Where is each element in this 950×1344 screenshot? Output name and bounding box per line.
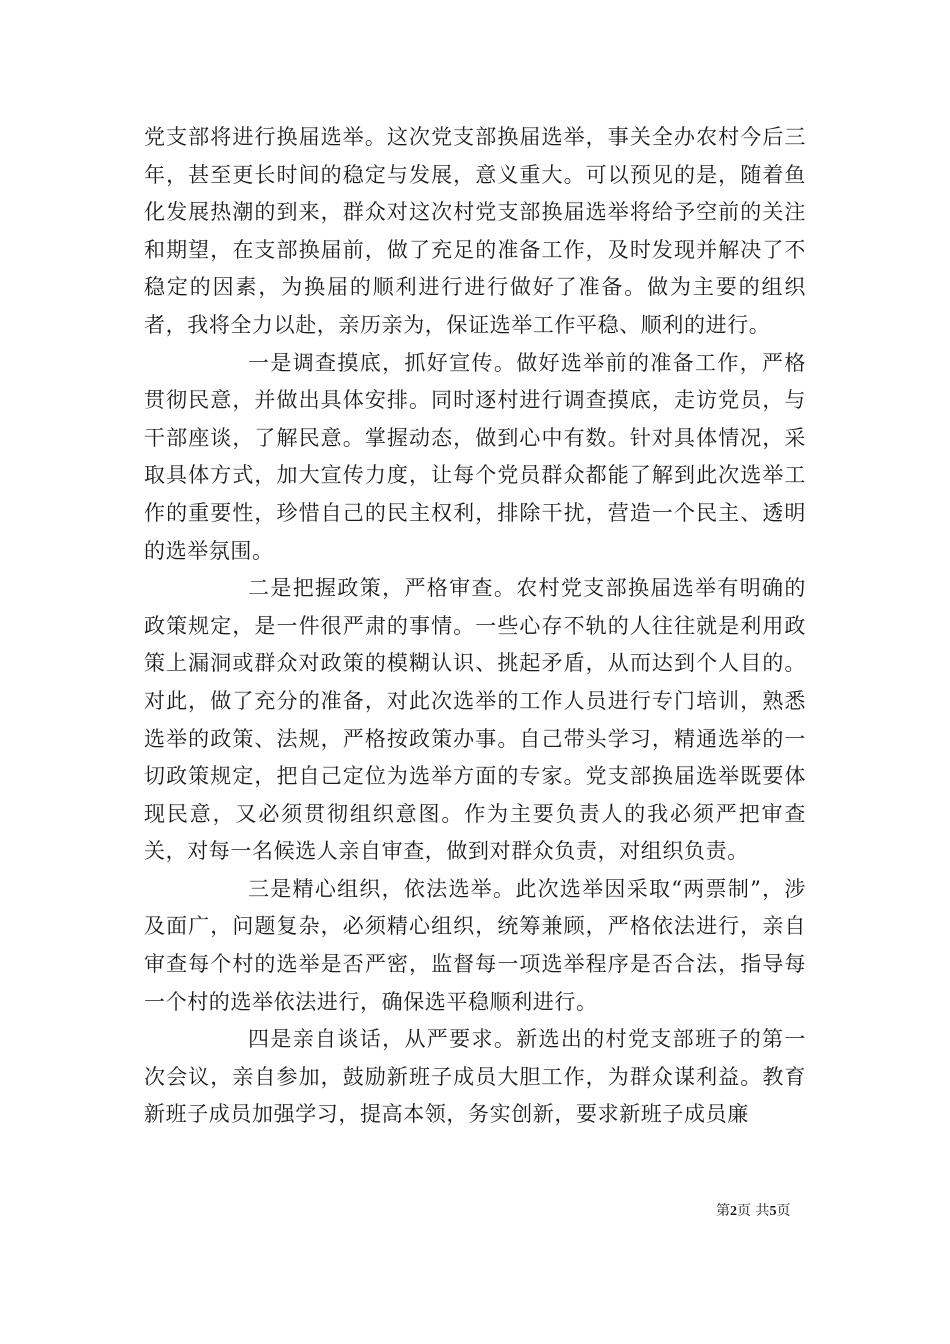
footer-middle: 页 共	[737, 1203, 770, 1219]
current-page-number: 2	[730, 1204, 737, 1219]
footer-prefix: 第	[716, 1203, 730, 1219]
paragraph-item-1: 一是调查摸底，抓好宣传。做好选举前的准备工作，严格贯彻民意，并做出具体安排。同时逐村进行调查摸底，走访党员，与干部座谈，了解民意。掌握动态，做到心中有数。针对具体情况，采取具体方式，加大宣传力度，让每个党员群众都能了解到此次选举工作的重要性，珍惜自己的民主权利，排除干扰，营造一个民主、透明的选举氛围。	[144, 350, 806, 563]
document-body	[144, 119, 806, 1134]
paragraph-intro: 党支部将进行换届选举。这次党支部换届选举，事关全办农村今后三年，甚至更长时间的稳定与发展，意义重大。可以预见的是，随着鱼化发展热潮的到来，群众对这次村党支部换届选举将给予空前的关注和期望，在支部换届前，做了充足的准备工作，及时发现并解决了不稳定的因素，为换届的顺利进行进行做好了准备。做为主要的组织者，我将全力以赴，亲历亲为，保证选举工作平稳、顺利的进行。	[144, 125, 806, 337]
page-number-footer	[716, 1202, 790, 1221]
paragraph-item-2: 二是把握政策，严格审查。农村党支部换届选举有明确的政策规定，是一件很严肃的事情。一些心存不轨的人往往就是利用政策上漏洞或群众对政策的模糊认识、挑起矛盾，从而达到个人目的。对此，做了充分的准备，对此次选举的工作人员进行专门培训，熟悉选举的政策、法规，严格按政策办事。自己带头学习，精通选举的一切政策规定，把自己定位为选举方面的专家。党支部换届选举既要体现民意，又必须贯彻组织意图。作为主要负责人的我必须严把审查关，对每一名候选人亲自审查，做到对群众负责，对组织负责。	[144, 576, 806, 864]
paragraph-item-3: 三是精心组织，依法选举。此次选举因采取“两票制”，涉及面广，问题复杂，必须精心组织，统筹兼顾，严格依法进行，亲自审查每个村的选举是否严密，监督每一项选举程序是否合法，指导每一个村的选举依法进行，确保选平稳顺利进行。	[144, 876, 806, 1014]
footer-suffix: 页	[776, 1203, 791, 1219]
total-page-count: 5	[769, 1204, 777, 1219]
paragraph-item-4: 四是亲自谈话，从严要求。新选出的村党支部班子的第一次会议，亲自参加，鼓励新班子成员大胆工作，为群众谋利益。教育新班子成员加强学习，提高本领，务实创新，要求新班子成员廉	[144, 1027, 806, 1127]
